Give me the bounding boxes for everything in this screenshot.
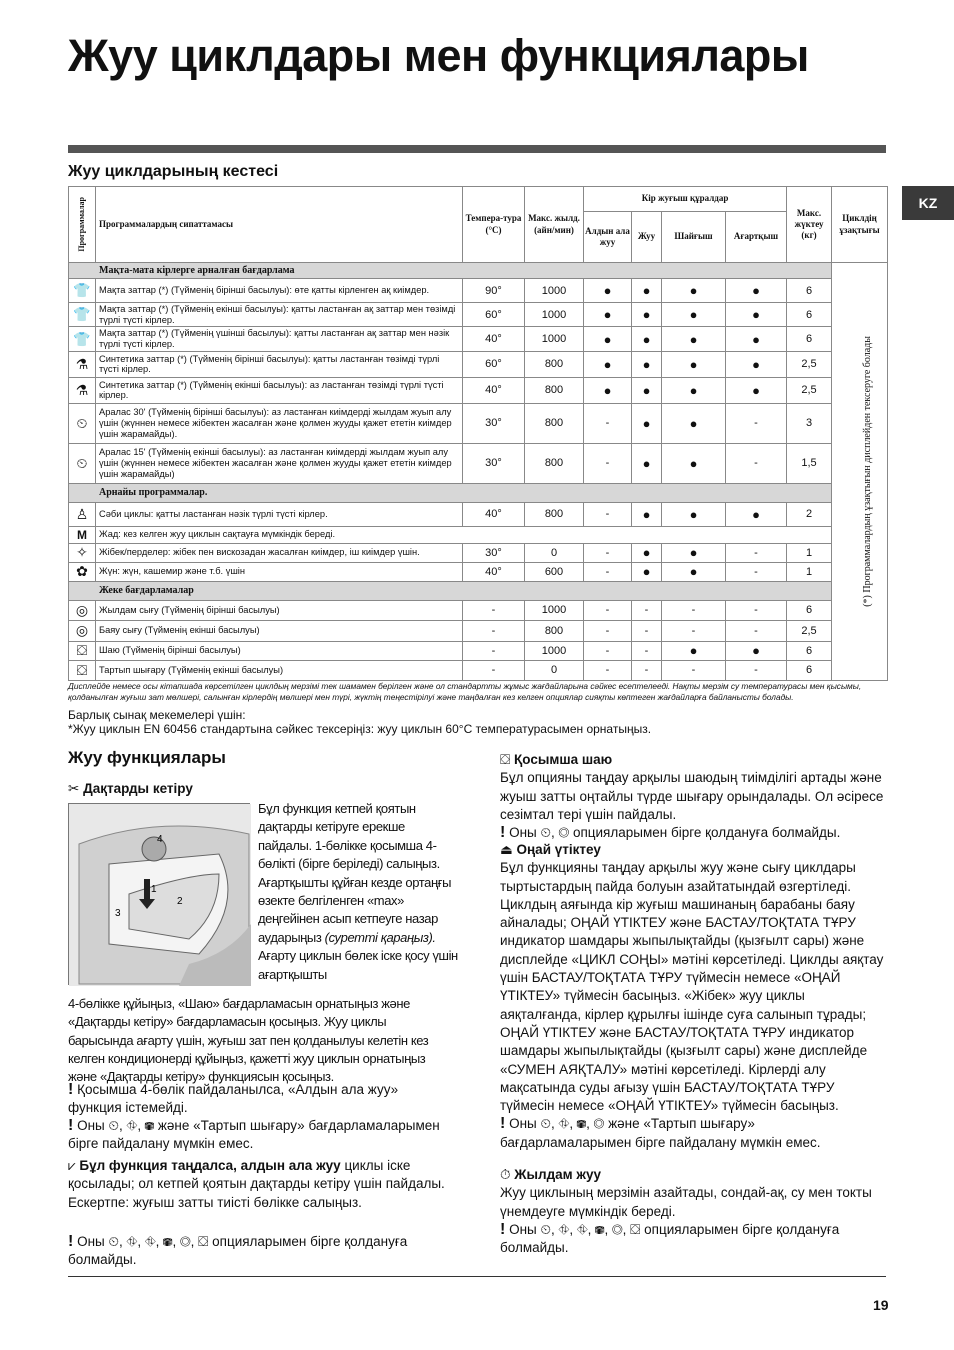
cell-bleach: -	[726, 620, 787, 641]
col-load: Макс. жүктеу (кг)	[787, 187, 832, 263]
program-description: Шаю (Түйменің бірінші басылуы)	[96, 641, 463, 660]
rinse-icon: ⛋	[69, 641, 96, 660]
cell-wash: ●	[632, 327, 662, 351]
stain-text-2: 4-бөлікке құйыңыз, «Шаю» бағдарламасын орнатыңыз және «Дақтарды кетіру» бағдарламасын қосыңыз. Жуу циклы барысында ағарту үшін, жуғыш зат пен қолданылуы келетін кез келген кондиционерді құйыңыз, қажетті жуу циклын орнатыңыз және «Дақтарды кетіру» функциясын қосыңыз.	[68, 996, 429, 1085]
cell-pre: -	[584, 600, 632, 620]
col-softener: Шайғыш	[662, 212, 726, 263]
timer-icon: ⏲	[69, 403, 96, 443]
cell-bleach: ●	[726, 351, 787, 377]
cell-soft: ●	[662, 562, 726, 581]
spin-icon: ◎	[69, 620, 96, 641]
shirt-icon: 👕	[69, 279, 96, 303]
cell-bleach: -	[726, 543, 787, 562]
table-row	[69, 543, 888, 562]
cell-spin: 600	[525, 562, 584, 581]
cell-pre: -	[584, 641, 632, 660]
page-number: 19	[873, 1297, 889, 1313]
quick-wash-section: ⏱ Жылдам жуу Жуу циклының мерзімін азайтады, сондай-ақ, су мен токты үнемдеуге мүмкіндік береді. ! Оны ⏲, ⛗, ⛗, ⛃, ◎, ⛋ опцияларымен бірге қолдануға болмайды.	[500, 1167, 872, 1256]
col-spin: Макс. жылд. (айн/мин)	[525, 187, 584, 263]
extra-rinse-section: ⛋ Қосымша шаю Бұл опцияны таңдау арқылы шаюдың тиімділігі артады және жуыш затты оңтайлы түрде шығару орындалады. Ол әсіресе сезімтал тері үшін пайдалы. ! Оны ⏲, ◎ опцияларымен бірге қолдануға болмайды.	[500, 752, 884, 842]
cell-temp: 30°	[463, 403, 525, 443]
col-temp: Темпера-тура (°C)	[463, 187, 525, 263]
cell-pre: -	[584, 660, 632, 680]
program-description: Жүн: жүн, кашемир және т.б. үшін	[96, 562, 463, 581]
cell-spin: 0	[525, 543, 584, 562]
cell-wash: -	[632, 660, 662, 680]
cell-temp: 60°	[463, 351, 525, 377]
table-footnote: Дисплейде немесе осы кітапшада көрсетілген циклдың мерзімі тек шамамен берілген және ол стандартты жұмыс жағдайларына сәйкес есептелееді. Нақты мерзім су температурасы мен қысымы, қолданылған жуғыш зат мөлшері, салынған кірлердің мөлшері мен түрі, жүктің теңестірілуі және таңдалған кез келген опциялар сияқты көптеген жағдайларға байланысты болады.	[68, 681, 862, 703]
cell-load: 2,5	[787, 620, 832, 641]
cell-soft: ●	[662, 279, 726, 303]
cell-load: 2,5	[787, 377, 832, 403]
cell-load: 1	[787, 543, 832, 562]
cell-temp: 90°	[463, 279, 525, 303]
svg-text:1: 1	[151, 884, 157, 895]
program-description: Мақта заттар (*) (Түйменің бірінші басылуы): өте қатты кірленген ақ киімдер.	[96, 279, 463, 303]
cell-pre: -	[584, 403, 632, 443]
bottom-rule	[68, 1276, 886, 1277]
table-row	[69, 600, 888, 620]
table-row	[69, 403, 888, 443]
cell-soft: ●	[662, 303, 726, 327]
wash-cycles-table	[68, 186, 888, 681]
cell-bleach: ●	[726, 502, 787, 526]
cell-temp: 30°	[463, 543, 525, 562]
baby-icon: ♙	[69, 502, 96, 526]
cell-spin: 1000	[525, 279, 584, 303]
cell-bleach: ●	[726, 377, 787, 403]
program-description: Аралас 30' (Түйменің бірінші басылуы): аз ластанған киімдерді жылдам жуып алу үшін (жүннен немесе жібектен жасалған және қолмен жууды қажет ететін киімдер үшін жарамайды).	[96, 403, 463, 443]
cell-spin: 800	[525, 502, 584, 526]
cell-soft: -	[662, 620, 726, 641]
program-description: Синтетика заттар (*) (Түйменің бірінші басылуы): қатты ластанған төзімді түрлі түсті кірлер.	[96, 351, 463, 377]
cell-wash: ●	[632, 443, 662, 483]
cell-load: 6	[787, 303, 832, 327]
cell-pre: -	[584, 620, 632, 641]
program-description: Жібек/перделер: жібек пен вискозадан жасалған киімдер, іш киімдер үшін.	[96, 543, 463, 562]
warning-icon: !	[68, 1117, 74, 1134]
col-programs: Программалар	[69, 187, 96, 263]
col-wash: Жуу	[632, 212, 662, 263]
prewash-icon: ⩗	[68, 1158, 76, 1173]
cell-spin: 800	[525, 377, 584, 403]
table-row	[69, 526, 888, 543]
cell-load: 6	[787, 660, 832, 680]
title-rule	[68, 145, 886, 153]
cell-pre: ●	[584, 279, 632, 303]
cell-pre: -	[584, 443, 632, 483]
cell-wash: ●	[632, 303, 662, 327]
cell-temp: 30°	[463, 443, 525, 483]
cell-bleach: ●	[726, 327, 787, 351]
cell-temp: 40°	[463, 327, 525, 351]
cell-wash: -	[632, 620, 662, 641]
cell-soft: ●	[662, 327, 726, 351]
cell-spin: 800	[525, 443, 584, 483]
stain-warning-2: ! Оны ⏲, ⛗, ⛃ және «Тартып шығару» бағдарламаларымен бірге пайдалану мүмкін емес.	[68, 1117, 440, 1152]
cell-load: 6	[787, 327, 832, 351]
cell-wash: ●	[632, 403, 662, 443]
cell-temp: -	[463, 600, 525, 620]
stain-warning-1: ! Қосымша 4-бөлік пайдаланылса, «Алдын ала жуу» функция істемейді.	[68, 1081, 399, 1116]
section-row: Арнайы программалар.	[69, 483, 888, 502]
cell-temp: 40°	[463, 377, 525, 403]
cell-wash: ●	[632, 377, 662, 403]
program-description: Мақта заттар (*) (Түйменің үшінші басылуы): қатты ластанған ақ заттар мен нәзік түрлі түсті кірлер.	[96, 327, 463, 351]
cell-bleach: ●	[726, 641, 787, 660]
cell-soft: ●	[662, 403, 726, 443]
section-row: Жеке бағдарламалар	[69, 581, 888, 600]
cell-soft: ●	[662, 543, 726, 562]
cell-bleach: -	[726, 660, 787, 680]
warning-icon: !	[500, 824, 506, 842]
cell-spin: 800	[525, 351, 584, 377]
cell-load: 2,5	[787, 351, 832, 377]
col-bleach: Ағартқыш	[726, 212, 787, 263]
cell-soft: ●	[662, 641, 726, 660]
svg-text:3: 3	[115, 908, 121, 919]
table-row	[69, 279, 888, 303]
labs-note: Барлық сынақ мекемелері үшін: *Жуу циклын EN 60456 стандартына сәйкес тексеріңіз: жуу циклын 60°C температурасымен орнатыңыз.	[68, 708, 652, 736]
cell-wash: ●	[632, 562, 662, 581]
cell-bleach: -	[726, 600, 787, 620]
easy-iron-section: ⏏ Оңай үтіктеу Бұл функцияны таңдау арқылы жуу және сығу циклдары тыртыстардың пайда болуын азайтатындай өзгертіледі. Циклдың аяғында кір жуғыш машинаның барабаны баяу айналады; ОҢАЙ ҮТІКТЕУ және БАСТАУ/ТОҚТАТА ТҰРУ индикатор шамдары жыпылықтайды (қызғылт сары) және дисплейде «ЦИКЛ СОҢЫ» мәтіні көрсетіледі. Циклды аяқтау үшін БАСТАУ/ТОҚТАТА ТҰРУ түймесін немесе «ОҢАЙ ҮТІКТЕУ» түймесін басыңыз. «Жібек» жуу циклы аяқталғанда, кірлер құрылғы ішінде суға салынып тұрады; ОҢАЙ ҮТІКТЕУ және БАСТАУ/ТОҚТАТА ТҰРУ индикатор шамдары жыпылықтайды (қызғылт сары) және дисплейде «СУМЕН АЯҚТАЛУ» мәтіні көрсетіледі. Кірлерді алу мақсатында суды ағызу үшін БАСТАУ/ТОҚТАТА ТҰРУ түймесін немесе «ОҢАЙ ҮТІКТЕУ» түймесін басыңыз. ! Оны ⏲, ⛗, ⛃, ◎ және «Тартып шығару» бағдарламаларымен бірге пайдалану мүмкін емес.	[500, 842, 884, 1150]
cell-load: 6	[787, 600, 832, 620]
cell-bleach: ●	[726, 303, 787, 327]
table-row	[69, 377, 888, 403]
program-description: Аралас 15' (Түйменің екінші басылуы): аз ластанған киімдерді жылдам жуып алу үшін (жүннен немесе жібектен жасалған және қолмен жууды қажет ететін киімдер үшін жарамайды)	[96, 443, 463, 483]
cell-temp: -	[463, 620, 525, 641]
silk-icon: ✧	[69, 543, 96, 562]
cell-spin: 800	[525, 403, 584, 443]
functions-heading: Жуу функциялары	[68, 748, 226, 767]
cell-bleach: ●	[726, 279, 787, 303]
flask-icon: ⚗	[69, 351, 96, 377]
cell-bleach: -	[726, 403, 787, 443]
flask-icon: ⚗	[69, 377, 96, 403]
svg-text:2: 2	[177, 896, 183, 907]
cell-temp: 40°	[463, 502, 525, 526]
program-description: Жылдам сығу (Түйменің бірінші басылуы)	[96, 600, 463, 620]
table-row	[69, 443, 888, 483]
shirt-icon: 👕	[69, 327, 96, 351]
svg-text:4: 4	[157, 834, 163, 845]
cell-soft: -	[662, 600, 726, 620]
page-title: Жуу циклдары мен функциялары	[68, 30, 809, 81]
cell-pre: -	[584, 562, 632, 581]
warning-icon: !	[68, 1233, 74, 1250]
cell-load: 2	[787, 502, 832, 526]
detergent-drawer-illustration	[68, 803, 250, 985]
program-description: Баяу сығу (Түйменің екінші басылуы)	[96, 620, 463, 641]
cell-soft: ●	[662, 443, 726, 483]
table-row	[69, 303, 888, 327]
cell-bleach: -	[726, 562, 787, 581]
cell-load: 6	[787, 279, 832, 303]
cell-soft: ●	[662, 502, 726, 526]
cell-bleach: -	[726, 443, 787, 483]
duration-note: (*) Программалардың ұзақтығын дисплейден тексеруге болады	[832, 263, 888, 681]
prewash-warning: ! Оны ⏲, ⛗, ⛗, ⛃, ◎, ⛋ опцияларымен бірге қолдануға болмайды.	[68, 1233, 408, 1268]
table-row	[69, 562, 888, 581]
cell-spin: 1000	[525, 641, 584, 660]
program-description: Синтетика заттар (*) (Түйменің екінші басылуы): аз ластанған төзімді түрлі түсті кірлер.	[96, 377, 463, 403]
table-row	[69, 641, 888, 660]
cell-wash: -	[632, 600, 662, 620]
cell-load: 3	[787, 403, 832, 443]
col-description: Программалардың сипаттамасы	[96, 187, 463, 263]
cell-pre: ●	[584, 303, 632, 327]
cell-load: 1,5	[787, 443, 832, 483]
cell-pre: -	[584, 543, 632, 562]
table-row	[69, 502, 888, 526]
table-row	[69, 351, 888, 377]
cell-temp: -	[463, 660, 525, 680]
stain-removal-icon: ✂	[68, 781, 80, 796]
section-row: Мақта-мата кірлерге арналған бағдарлама (*) Программалардың ұзақтығын дисплейден тексеруге болады	[69, 263, 888, 279]
cell-wash: ●	[632, 351, 662, 377]
cell-wash: -	[632, 641, 662, 660]
cell-temp: -	[463, 641, 525, 660]
shirt-icon: 👕	[69, 303, 96, 327]
cell-temp: 40°	[463, 562, 525, 581]
table-row	[69, 620, 888, 641]
cell-pre: ●	[584, 377, 632, 403]
wool-icon: ✿	[69, 562, 96, 581]
stain-text-1: Бұл функция кетпей қоятын дақтарды кетіруге ерекше пайдалы. 1-бөлікке қосымша 4-бөлікті (бірге беріледі) салыңыз. Ағартқышты құйған кезде ортаңғы өзекте белгіленген «max» деңгейінен асып кетпеуге назар аударыңыз (суретті қараңыз). Ағарту циклын бөлек іске қосу үшін ағартқышты	[258, 801, 458, 982]
col-duration: Циклдің ұзақтығы	[832, 187, 888, 263]
table-row	[69, 327, 888, 351]
cell-pre: ●	[584, 351, 632, 377]
m-icon: M	[69, 526, 96, 543]
cell-wash: ●	[632, 279, 662, 303]
cell-soft: ●	[662, 351, 726, 377]
program-description: Мақта заттар (*) (Түйменің екінші басылуы): қатты ластанған ақ заттар мен төзімді түрлі түсті кірлер.	[96, 303, 463, 327]
col-detergents: Кір жуғыш құралдар	[584, 187, 787, 212]
cell-spin: 1000	[525, 600, 584, 620]
spin-icon: ◎	[69, 600, 96, 620]
cell-soft: ●	[662, 377, 726, 403]
cell-spin: 800	[525, 620, 584, 641]
warning-icon: !	[68, 1081, 74, 1098]
warning-icon: !	[500, 1115, 506, 1133]
program-description: Жад: кез келген жуу циклын сақтауға мүмкіндік береді.	[96, 526, 832, 543]
cell-load: 6	[787, 641, 832, 660]
cell-wash: ●	[632, 543, 662, 562]
col-prewash: Алдын ала жуу	[584, 212, 632, 263]
stain-title-row	[68, 780, 448, 798]
language-badge: KZ	[902, 186, 954, 220]
cell-load: 1	[787, 562, 832, 581]
extra-rinse-icon: ⛋	[500, 752, 511, 767]
warning-icon: !	[500, 1220, 506, 1238]
iron-icon: ⏏	[500, 842, 513, 857]
table-heading: Жуу циклдарының кестесі	[68, 163, 279, 180]
cell-spin: 1000	[525, 303, 584, 327]
cell-pre: ●	[584, 327, 632, 351]
table-row	[69, 660, 888, 680]
quick-wash-icon: ⏱	[500, 1167, 511, 1182]
program-description: Тартып шығару (Түйменің екінші басылуы)	[96, 660, 463, 680]
cell-soft: -	[662, 660, 726, 680]
program-description: Сәби циклы: қатты ластанған нәзік түрлі түсті кірлер.	[96, 502, 463, 526]
rinse-icon: ⛋	[69, 660, 96, 680]
cell-spin: 0	[525, 660, 584, 680]
cell-temp: 60°	[463, 303, 525, 327]
cell-wash: ●	[632, 502, 662, 526]
cell-spin: 1000	[525, 327, 584, 351]
timer-icon: ⏲	[69, 443, 96, 483]
stain-title: Дақтарды кетіру	[83, 781, 193, 796]
prewash-section: ⩗ Бұл функция таңдалса, алдын ала жуу циклы іске қосылады; ол кетпей қоятын дақтарды кетіру үшін пайдалы. Ескертпе: жуғыш затты тиісті бөлікке салыңыз.	[68, 1158, 445, 1210]
cell-pre: -	[584, 502, 632, 526]
